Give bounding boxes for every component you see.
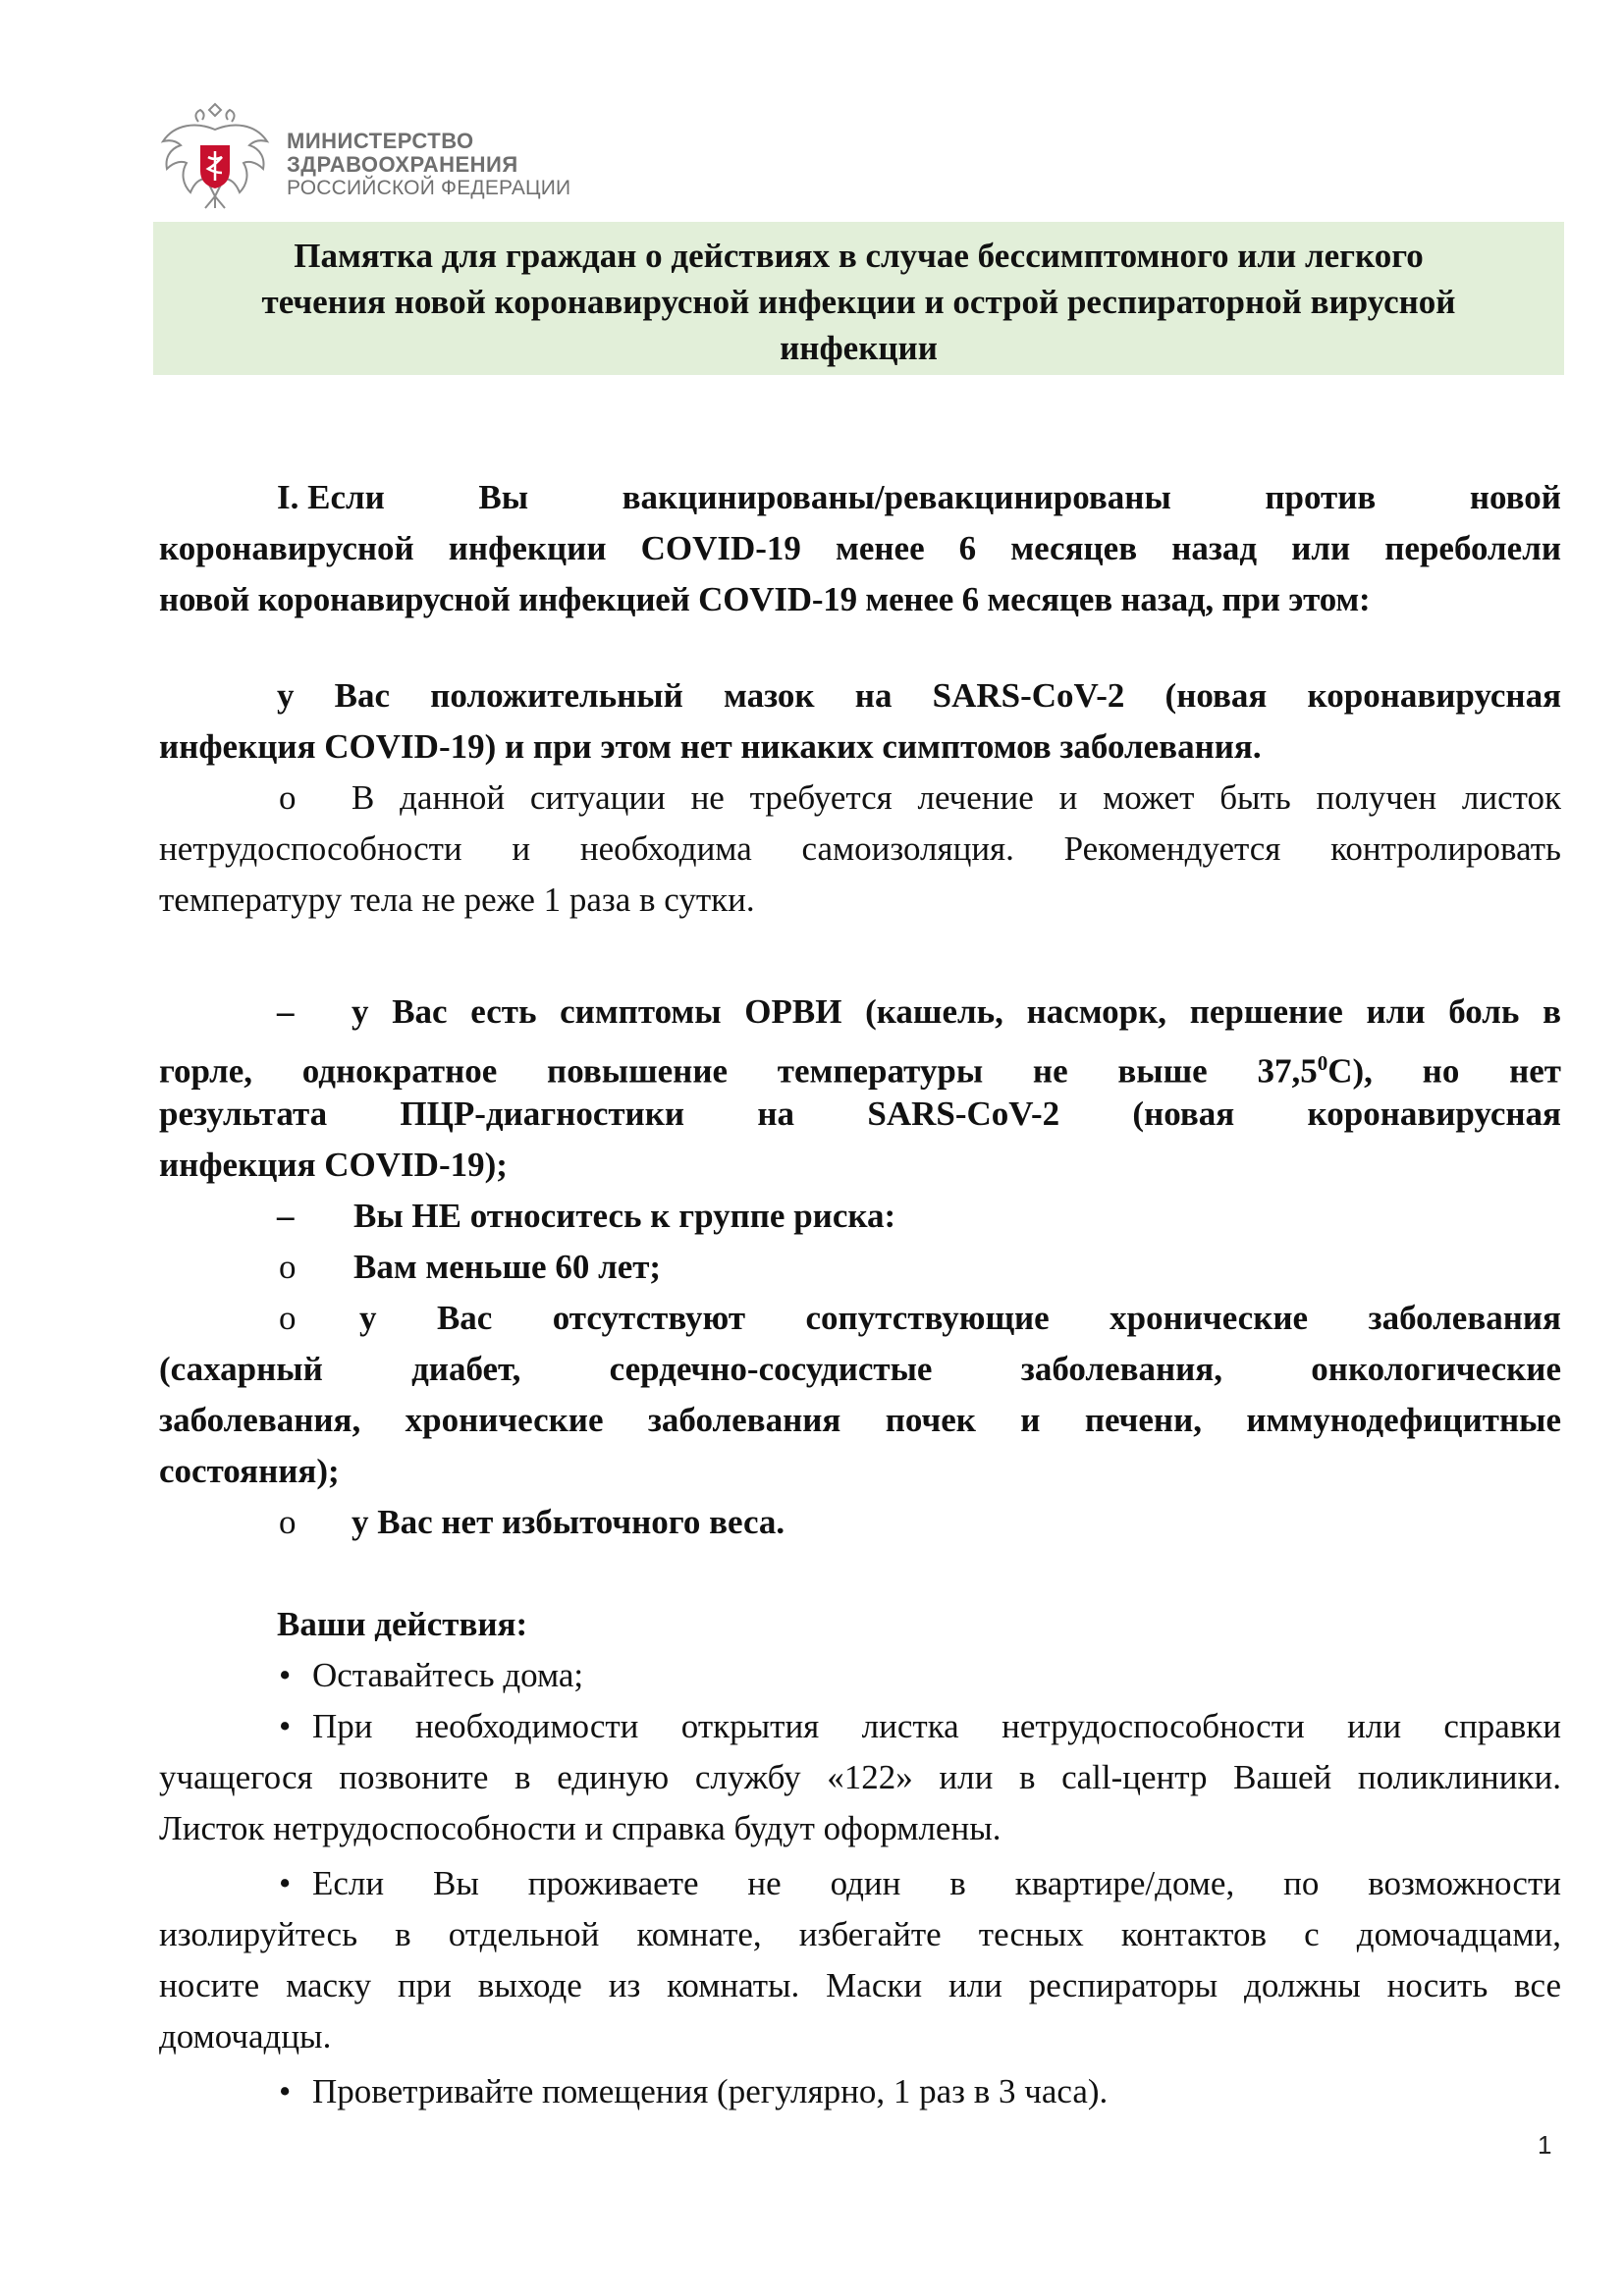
action-2-line-3: Листок нетрудоспособности и справка будут оформлены.	[159, 1809, 1001, 1847]
intro-word: против	[1265, 478, 1377, 516]
action-2-bullet: •	[279, 1707, 292, 1745]
case2-line-4: инфекция COVID-19);	[159, 1146, 508, 1184]
page-number: 1	[1538, 2130, 1552, 2160]
ministry-logo	[157, 102, 609, 210]
degree-superscript: 0	[1317, 1051, 1328, 1075]
weight-marker: o	[279, 1503, 297, 1541]
document-title	[153, 222, 1564, 375]
intro-line-2: коронавирусной инфекции COVID-19 менее 6 месяцев назад или переболели	[159, 529, 1561, 567]
russian-eagle-emblem-icon	[157, 102, 273, 210]
action-3-line-3: носите маску при выходе из комнаты. Маски или респираторы должны носить все	[159, 1966, 1561, 2004]
org-name-line-3: РОССИЙСКОЙ ФЕДЕРАЦИИ	[287, 177, 571, 199]
intro-line-1	[277, 472, 1561, 523]
action-2-line-2: учащегося позвоните в единую службу «122» или в call-центр Вашей поликлиники.	[159, 1758, 1561, 1796]
risk-marker: –	[277, 1197, 295, 1235]
case2-line-3: результата ПЦР-диагностики на SARS-CoV-2 (новая коронавирусная	[159, 1095, 1561, 1133]
action-2-line-1: При необходимости открытия листка нетрудоспособности или справки	[312, 1707, 1561, 1745]
intro-word: новой	[1469, 478, 1561, 516]
case1-line-1: у Вас положительный мазок на SARS-CoV-2 (новая коронавирусная	[277, 676, 1561, 715]
action-3-bullet: •	[279, 1864, 292, 1902]
intro-word: I. Если	[277, 478, 385, 516]
case1-marker: o	[279, 778, 297, 817]
action-1-bullet: •	[279, 1656, 292, 1694]
case1-text-line-2: нетрудоспособности и необходима самоизоляция. Рекомендуется контролировать	[159, 829, 1561, 868]
action-3-line-4: домочадцы.	[159, 2017, 332, 2056]
chronic-line-2: (сахарный диабет, сердечно-сосудистые заболевания, онкологические	[159, 1350, 1561, 1388]
title-line-3: инфекции	[780, 329, 938, 367]
action-4-text: Проветривайте помещения (регулярно, 1 раз в 3 часа).	[312, 2072, 1109, 2110]
risk-text: Вы НЕ относитесь к группе риска:	[353, 1197, 896, 1235]
intro-word: вакцинированы/ревакцинированы	[622, 478, 1171, 516]
action-3-line-2: изолируйтесь в отдельной комнате, избегайте тесных контактов с домочадцами,	[159, 1915, 1561, 1953]
case1-text-line-3: температуру тела не реже 1 раза в сутки.	[159, 881, 755, 919]
actions-heading: Ваши действия:	[277, 1605, 528, 1643]
age-text: Вам меньше 60 лет;	[353, 1248, 662, 1286]
org-name-line-1: МИНИСТЕРСТВО	[287, 129, 474, 153]
case1-text-line-1: В данной ситуации не требуется лечение и может быть получен листок	[352, 778, 1561, 817]
age-marker: o	[279, 1248, 297, 1286]
case2-line-2-text: горле, однократное повышение температуры не выше 37,5	[159, 1051, 1318, 1091]
chronic-line-4: состояния);	[159, 1452, 340, 1490]
chronic-line-1: у Вас отсутствуют сопутствующие хронические заболевания	[359, 1299, 1561, 1337]
action-3-line-1: Если Вы проживаете не один в квартире/доме, по возможности	[312, 1864, 1561, 1902]
case2-line-2-tail: С), но нет	[1327, 1051, 1561, 1091]
action-4-bullet: •	[279, 2072, 292, 2110]
title-line-2: течения новой коронавирусной инфекции и острой респираторной вирусной	[261, 283, 1456, 321]
intro-word: Вы	[478, 478, 529, 516]
title-line-1: Памятка для граждан о действиях в случае бессимптомного или легкого	[294, 237, 1424, 275]
chronic-line-3: заболевания, хронические заболевания почек и печени, иммунодефицитные	[159, 1401, 1561, 1439]
case2-marker: –	[277, 992, 295, 1031]
org-name-line-2: ЗДРАВООХРАНЕНИЯ	[287, 152, 518, 177]
weight-text: у Вас нет избыточного веса.	[352, 1503, 785, 1541]
case1-line-2: инфекция COVID-19) и при этом нет никаких симптомов заболевания.	[159, 727, 1262, 766]
intro-line-3: новой коронавирусной инфекцией COVID-19 менее 6 месяцев назад, при этом:	[159, 580, 1371, 618]
case2-line-1: у Вас есть симптомы ОРВИ (кашель, насморк, першение или боль в	[352, 992, 1561, 1031]
chronic-marker: o	[279, 1299, 297, 1337]
action-1-text: Оставайтесь дома;	[312, 1656, 584, 1694]
